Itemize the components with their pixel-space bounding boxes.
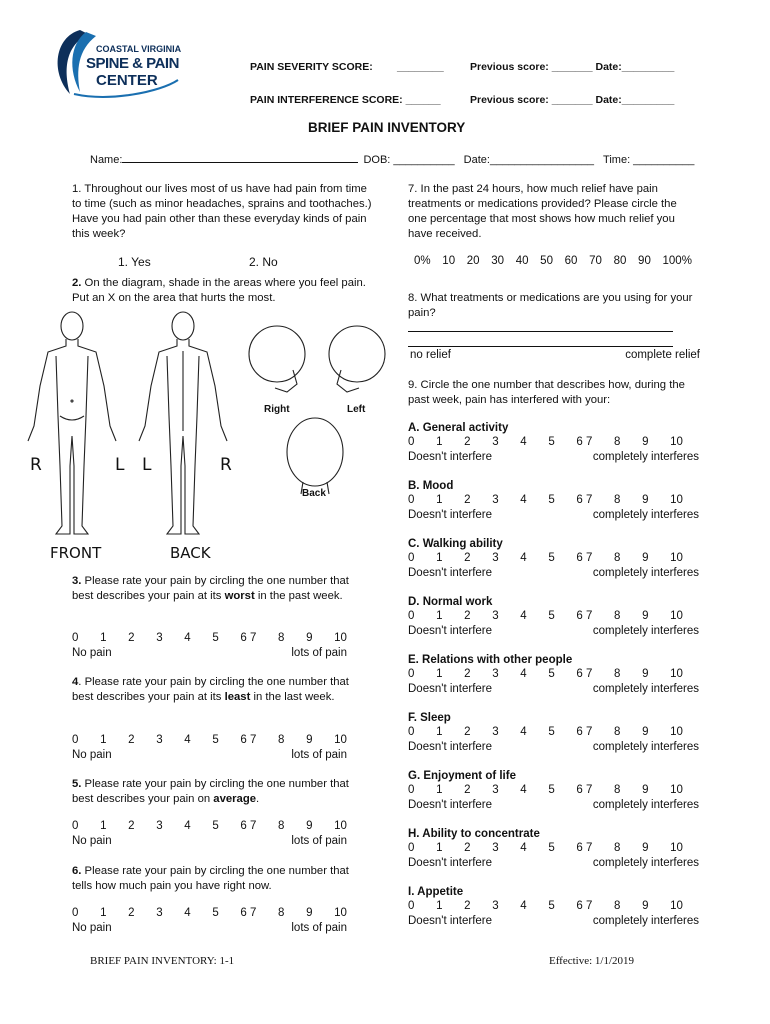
complete-relief-label: complete relief [625,349,700,361]
scale-number[interactable]: 2 [464,842,471,854]
percent-option[interactable]: 50 [540,255,553,267]
scale-number[interactable]: 2 [464,784,471,796]
scale-number[interactable]: 6 7 [576,900,593,912]
scale-number[interactable]: 4 [520,494,527,506]
scale-number[interactable]: 6 7 [240,907,257,919]
scale-number[interactable]: 9 [642,552,649,564]
page-title: BRIEF PAIN INVENTORY [308,120,466,135]
percent-option[interactable]: 70 [589,255,602,267]
scale-number[interactable]: 8 [614,668,621,680]
q4-number: 4 [72,676,79,688]
previous-score-1: Previous score: _______ Date:_________ [470,61,675,73]
q3-number: 3. [72,575,82,587]
scale-number[interactable]: 9 [642,610,649,622]
interfere-low-label: Doesn't interfere [408,625,493,637]
back-label: BACK [170,544,211,562]
scale-number[interactable]: 5 [548,610,555,622]
interfere-low-label: Doesn't interfere [408,857,493,869]
scale-number[interactable]: 8 [614,726,621,738]
scale-low-label: No pain [72,647,112,659]
q9-scale[interactable] [408,494,683,506]
front-left-label: L [115,455,125,475]
percent-option[interactable]: 40 [515,255,529,267]
scale-number[interactable]: 5 [548,436,555,448]
scale-number[interactable]: 6 7 [576,436,593,448]
scale-number[interactable]: 9 [306,820,313,832]
q5-text-end: . [256,793,260,805]
q9-scale[interactable] [408,436,683,448]
scale-number[interactable]: 3 [156,907,163,919]
scale-number[interactable]: 3 [492,900,499,912]
percent-option[interactable]: 100% [662,255,692,267]
q9-scale[interactable] [408,668,683,680]
q9-scale[interactable] [408,784,683,796]
scale-number[interactable]: 3 [156,820,163,832]
scale-number[interactable]: 10 [670,726,683,738]
scale-number[interactable]: 4 [520,436,527,448]
q9-category-label: I. Appetite [408,886,464,898]
q3-text: Please rate your pain by circling the one number that best describes your pain at its [72,575,349,602]
interfere-high-label: completely interferes [592,625,699,637]
scale-number[interactable]: 6 7 [240,632,257,644]
scale-number[interactable]: 2 [128,820,135,832]
scale-number[interactable]: 8 [278,907,285,919]
scale-number[interactable]: 5 [212,907,219,919]
q2-text: On the diagram, shade in the areas where you feel pain. Put an X on the area that hurts the most. [72,277,366,304]
interfere-low-label: Doesn't interfere [408,915,493,927]
scale-number[interactable]: 5 [548,784,555,796]
scale-number[interactable]: 10 [670,610,683,622]
scale-number[interactable]: 5 [548,552,555,564]
scale-number[interactable]: 6 7 [240,820,257,832]
scale-number[interactable]: 3 [156,632,163,644]
scale-number[interactable]: 6 7 [576,842,593,854]
scale-number[interactable]: 4 [184,734,191,746]
question-6 [72,864,362,894]
scale-number[interactable]: 9 [306,907,313,919]
q9-anchors [408,741,699,753]
scale-number[interactable]: 5 [548,842,555,854]
scale-number[interactable]: 5 [548,900,555,912]
scale-number[interactable]: 1 [100,632,107,644]
scale-number[interactable]: 10 [670,552,683,564]
q9-scale[interactable] [408,726,683,738]
q9-anchors [408,567,699,579]
scale-number[interactable]: 8 [278,734,285,746]
scale-number[interactable]: 9 [642,436,649,448]
interfere-high-label: completely interferes [592,509,699,521]
scale-number[interactable]: 1 [436,668,443,680]
question-8: 8. What treatments or medications are you using for your pain? [408,292,693,319]
interfere-high-label: completely interferes [592,915,699,927]
logo-line1: COASTAL VIRGINIA [96,44,182,54]
scale-number[interactable]: 0 [408,494,415,506]
scale-number[interactable]: 3 [492,668,499,680]
scale-number[interactable]: 1 [436,900,443,912]
scale-number[interactable]: 3 [492,842,499,854]
percent-option[interactable]: 60 [564,255,578,267]
footer-effective-date: Effective: 1/1/2019 [549,955,635,967]
back-body-figure [139,312,227,534]
interfere-high-label: completely interferes [592,741,699,753]
q1-no-option[interactable]: 2. No [249,255,278,269]
q9-anchors [408,625,699,637]
scale-number[interactable]: 6 7 [576,610,593,622]
scale-number[interactable]: 5 [212,820,219,832]
scale-number[interactable]: 10 [334,734,347,746]
no-relief-label: no relief [410,349,451,361]
scale-number[interactable]: 0 [408,900,415,912]
name-field[interactable] [122,152,358,163]
back-left-label: L [142,455,152,475]
q4-scale[interactable] [72,734,347,746]
scale-number[interactable]: 8 [278,820,285,832]
footer-form-id: BRIEF PAIN INVENTORY: 1-1 [90,955,235,967]
scale-number[interactable]: 0 [72,632,79,644]
scale-number[interactable]: 2 [464,494,471,506]
q9-category-label: H. Ability to concentrate [408,828,540,840]
clinic-logo [50,22,180,102]
q9-category-label: F. Sleep [408,712,451,724]
q9-scale[interactable] [408,610,683,622]
scale-number[interactable]: 0 [408,668,415,680]
q9-anchors [408,915,699,927]
scale-number[interactable]: 5 [548,668,555,680]
scale-number[interactable]: 2 [464,668,471,680]
scale-number[interactable]: 10 [670,494,683,506]
scale-high-label: lots of pain [291,835,347,847]
q4-emphasis: least [224,691,251,703]
q7-percent-scale[interactable] [414,255,692,267]
scale-number[interactable]: 4 [520,552,527,564]
previous-score-2: Previous score: _______ Date:_________ [470,94,675,106]
scale-number[interactable]: 2 [464,552,471,564]
interfere-low-label: Doesn't interfere [408,567,493,579]
scale-number[interactable]: 0 [408,842,415,854]
scale-number[interactable]: 1 [100,820,107,832]
scale-number[interactable]: 1 [436,784,443,796]
q5-anchors [72,835,347,847]
percent-option[interactable]: 90 [638,255,651,267]
q9-scale[interactable] [408,842,683,854]
scale-number[interactable]: 0 [408,552,415,564]
name-label: Name: [90,154,123,166]
scale-number[interactable]: 2 [128,734,135,746]
scale-number[interactable]: 8 [614,436,621,448]
scale-number[interactable]: 3 [492,494,499,506]
q9-anchors [408,799,699,811]
scale-number[interactable]: 2 [464,610,471,622]
q6-number: 6. [72,865,82,877]
scale-number[interactable]: 5 [548,494,555,506]
scale-number[interactable]: 9 [642,494,649,506]
head-back-label: Back [302,488,326,499]
scale-low-label: No pain [72,749,112,761]
q3-text-end: in the past week. [254,590,343,602]
scale-number[interactable]: 0 [408,610,415,622]
scale-high-label: lots of pain [291,749,347,761]
scale-number[interactable]: 3 [492,436,499,448]
q3-scale[interactable] [72,632,347,644]
scale-number[interactable]: 8 [614,842,621,854]
scale-number[interactable]: 8 [278,632,285,644]
scale-high-label: lots of pain [291,647,347,659]
scale-number[interactable]: 1 [436,552,443,564]
date-field[interactable]: Date:_________________ [463,154,594,166]
front-body-figure [28,312,116,534]
q9-anchors [408,857,699,869]
q9-scale[interactable] [408,552,683,564]
scale-number[interactable]: 5 [212,734,219,746]
scale-number[interactable]: 4 [520,668,527,680]
scale-number[interactable]: 8 [614,784,621,796]
q6-text: Please rate your pain by circling the one number that tells how much pain you have right now. [72,865,349,892]
body-diagram[interactable] [20,306,260,546]
scale-number[interactable]: 4 [184,907,191,919]
q5-number: 5. [72,778,82,790]
q9-anchors [408,683,699,695]
q9-category-label: E. Relations with other people [408,654,573,666]
interfere-low-label: Doesn't interfere [408,509,493,521]
scale-number[interactable]: 9 [642,726,649,738]
scale-number[interactable]: 5 [212,632,219,644]
q3-anchors [72,647,347,659]
scale-number[interactable]: 0 [408,784,415,796]
percent-option[interactable]: 80 [613,255,627,267]
question-7: 7. In the past 24 hours, how much relief have pain treatments or medications provided? Please circle the one percentage that most shows how much relief you have received. [408,183,677,240]
q9-scale[interactable] [408,900,683,912]
scale-number[interactable]: 5 [548,726,555,738]
scale-number[interactable]: 2 [464,726,471,738]
scale-number[interactable]: 0 [72,820,79,832]
scale-number[interactable]: 10 [670,900,683,912]
interfere-high-label: completely interferes [592,567,699,579]
head-left-label: Left [347,404,366,415]
percent-option[interactable]: 10 [442,255,456,267]
q9-category-label: D. Normal work [408,596,493,608]
scale-number[interactable]: 10 [334,907,347,919]
scale-number[interactable]: 1 [436,436,443,448]
scale-number[interactable]: 10 [670,436,683,448]
scale-number[interactable]: 10 [670,842,683,854]
question-5 [72,777,362,807]
patient-info-row [90,152,694,166]
scale-number[interactable]: 2 [464,436,471,448]
scale-number[interactable]: 6 7 [576,726,593,738]
question-9: 9. Circle the one number that describes how, during the past week, pain has interfered with your: [408,379,685,406]
scale-number[interactable]: 8 [614,494,621,506]
interfere-high-label: completely interferes [592,683,699,695]
scale-number[interactable]: 4 [184,820,191,832]
scale-number[interactable]: 2 [128,907,135,919]
head-right-label: Right [264,404,290,415]
scale-number[interactable]: 3 [492,610,499,622]
scale-number[interactable]: 3 [156,734,163,746]
interfere-low-label: Doesn't interfere [408,451,493,463]
scale-number[interactable]: 8 [614,900,621,912]
q9-category-label: A. General activity [408,422,509,434]
question-2 [72,276,372,306]
scale-number[interactable]: 4 [520,842,527,854]
scale-number[interactable]: 3 [492,552,499,564]
q8-relief-anchors [410,349,700,361]
interference-label: PAIN INTERFERENCE SCORE: ______ [250,94,441,106]
severity-blank[interactable]: ________ [397,61,444,73]
scale-number[interactable]: 8 [614,610,621,622]
question-3 [72,574,362,604]
scale-number[interactable]: 9 [306,632,313,644]
q4-text-end: in the last week. [250,691,335,703]
q5-emphasis: average [213,793,257,805]
dob-field[interactable]: DOB: __________ [363,154,455,166]
q5-scale[interactable] [72,820,347,832]
percent-option[interactable]: 20 [466,255,480,267]
scale-number[interactable]: 1 [436,494,443,506]
interfere-high-label: completely interferes [592,451,699,463]
scale-number[interactable]: 1 [436,842,443,854]
scale-number[interactable]: 2 [128,632,135,644]
q9-category-label: B. Mood [408,480,454,492]
scale-number[interactable]: 9 [642,668,649,680]
q4-text: . Please rate your pain by circling the one number that best describes your pain at its [72,676,349,703]
scale-number[interactable]: 9 [642,784,649,796]
logo-line2: SPINE & PAIN [86,55,179,72]
scale-number[interactable]: 3 [492,784,499,796]
question-1: 1. Throughout our lives most of us have had pain from time to time (such as minor headaches, sprains and toothaches.) Have you had pain other than these everyday kinds of pain this week? [72,183,372,240]
question-4 [72,675,362,705]
q8-answer-line-1[interactable] [408,331,673,332]
scale-number[interactable]: 0 [408,436,415,448]
scale-number[interactable]: 6 7 [576,552,593,564]
scale-number[interactable]: 9 [642,900,649,912]
scale-number[interactable]: 10 [334,820,347,832]
q1-yes-option[interactable]: 1. Yes [118,255,151,269]
front-right-label: R [30,455,42,475]
q2-number: 2. [72,277,82,289]
scale-number[interactable]: 6 7 [240,734,257,746]
scale-number[interactable]: 10 [670,668,683,680]
interfere-high-label: completely interferes [592,799,699,811]
scale-number[interactable]: 0 [72,734,79,746]
percent-option[interactable]: 30 [491,255,505,267]
scale-number[interactable]: 0 [72,907,79,919]
scale-low-label: No pain [72,835,112,847]
scale-number[interactable]: 6 7 [576,494,593,506]
scale-number[interactable]: 3 [492,726,499,738]
scale-high-label: lots of pain [291,922,347,934]
percent-option[interactable]: 0% [414,255,431,267]
q9-category-label: G. Enjoyment of life [408,770,516,782]
time-field[interactable]: Time: __________ [603,154,695,166]
scale-number[interactable]: 1 [100,734,107,746]
interfere-low-label: Doesn't interfere [408,799,493,811]
scale-number[interactable]: 10 [334,632,347,644]
interfere-low-label: Doesn't interfere [408,683,493,695]
front-label: FRONT [50,544,102,562]
scale-number[interactable]: 1 [436,610,443,622]
q6-anchors [72,922,347,934]
scale-number[interactable]: 9 [306,734,313,746]
q3-emphasis: worst [224,590,255,602]
q5-text: Please rate your pain by circling the one number that best describes your pain on [72,778,349,805]
q6-scale[interactable] [72,907,347,919]
scale-number[interactable]: 4 [184,632,191,644]
back-right-label: R [220,455,232,475]
scale-number[interactable]: 4 [520,784,527,796]
q9-anchors [408,509,699,521]
interfere-low-label: Doesn't interfere [408,741,493,753]
q9-category-label: C. Walking ability [408,538,503,550]
scale-number[interactable]: 8 [614,552,621,564]
q9-anchors [408,451,699,463]
scale-low-label: No pain [72,922,112,934]
q4-anchors [72,749,347,761]
severity-label: PAIN SEVERITY SCORE: [250,61,373,73]
scale-number[interactable]: 0 [408,726,415,738]
q8-answer-line-2[interactable] [408,346,673,347]
scale-number[interactable]: 9 [642,842,649,854]
scale-number[interactable]: 6 7 [576,784,593,796]
interfere-high-label: completely interferes [592,857,699,869]
scale-number[interactable]: 4 [520,610,527,622]
scale-number[interactable]: 2 [464,900,471,912]
scale-number[interactable]: 1 [100,907,107,919]
scale-number[interactable]: 6 7 [576,668,593,680]
logo-line3: CENTER [96,72,158,89]
scale-number[interactable]: 4 [520,900,527,912]
scale-number[interactable]: 10 [670,784,683,796]
scale-number[interactable]: 4 [520,726,527,738]
scale-number[interactable]: 1 [436,726,443,738]
